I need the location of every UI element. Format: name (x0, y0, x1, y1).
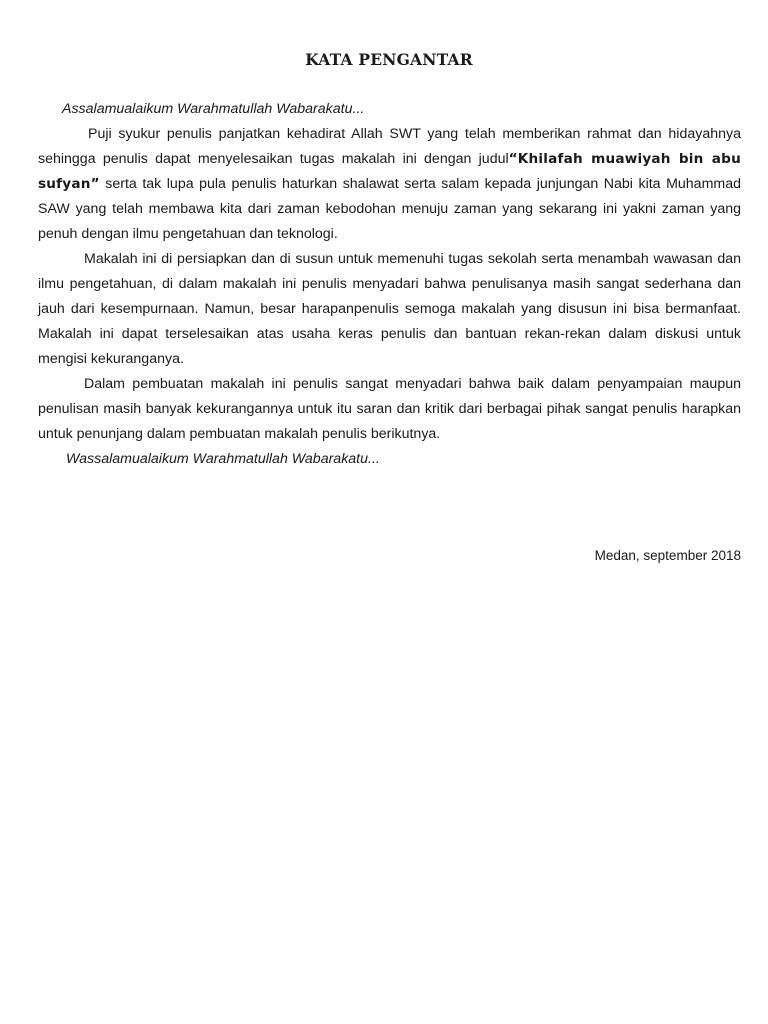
paragraph-1-text-after: serta tak lupa pula penulis haturkan shalawat serta salam kepada junjungan Nabi kita Muhammad SAW yang telah membawa kita dari zaman kebodohan menuju zaman yang sekarang ini yakni zaman yang penuh dengan ilmu pengetahuan dan teknologi. (38, 176, 741, 242)
page-title: KATA PENGANTAR (305, 50, 473, 69)
opening-greeting: Assalamualaikum Warahmatullah Wabarakatu... (62, 101, 365, 117)
closing-greeting: Wassalamualaikum Warahmatullah Wabarakatu... (66, 451, 380, 467)
document-body (38, 97, 741, 472)
makalah-title: “Khilafah muawiyah bin abu sufyan” (38, 151, 741, 192)
paragraph-2: Makalah ini di persiapkan dan di susun untuk memenuhi tugas sekolah serta menambah wawasan dan ilmu pengetahuan, di dalam makalah ini penulis menyadari bahwa penulisanya masih sangat sederhana dan jauh dari kesempurnaan. Namun, besar harapanpenulis semoga makalah yang disusun ini bisa bermanfaat. Makalah ini dapat terselesaikan atas usaha keras penulis dan bantuan rekan-rekan dalam diskusi untuk mengisi kekuranganya. (38, 251, 741, 367)
place-date: Medan, september 2018 (594, 548, 741, 563)
paragraph-3: Dalam pembuatan makalah ini penulis sangat menyadari bahwa baik dalam penyampaian maupun penulisan masih banyak kekurangannya untuk itu saran dan kritik dari berbagai pihak sangat penulis harapkan untuk penunjang dalam pembuatan makalah penulis berikutnya. (38, 376, 741, 442)
paragraph-1 (38, 122, 741, 247)
paragraph-1-text-before: Puji syukur penulis panjatkan kehadirat Allah SWT yang telah memberikan rahmat dan hidayahnya sehingga penulis dapat menyelesaikan tugas makalah ini dengan judul (38, 126, 741, 167)
